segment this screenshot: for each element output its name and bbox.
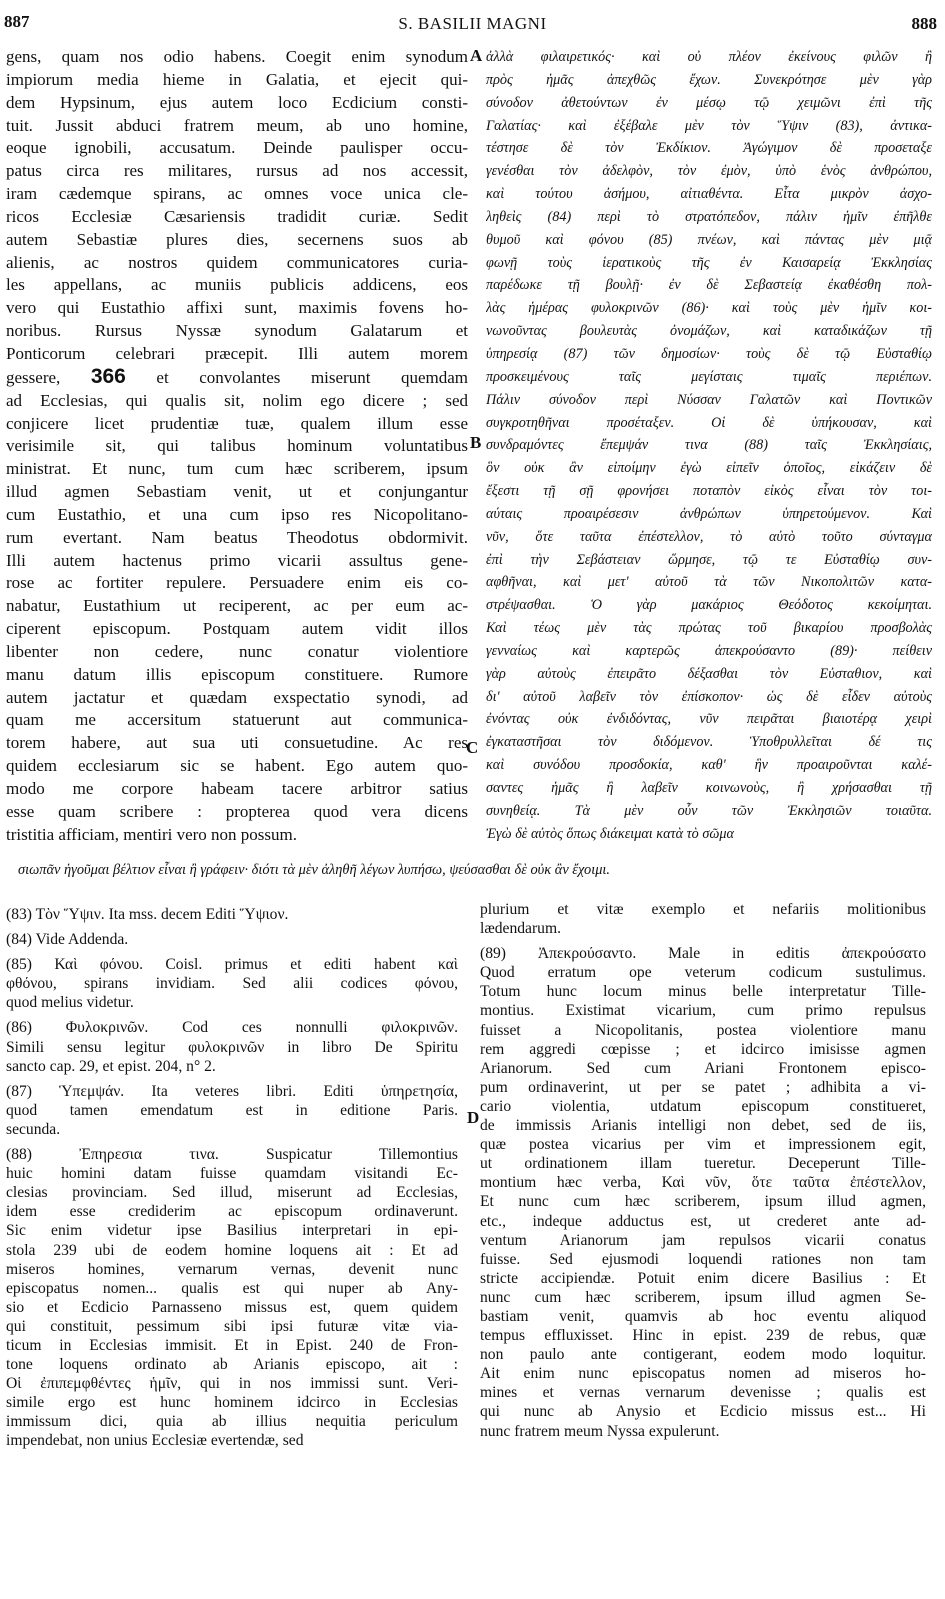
latin-line: ad Ecclesias, qui qualis sit, nolim ego dicere ; sed [6,390,468,410]
footnote-line: etc., indeque adductus est, ut crederet ante ad- [480,1212,926,1230]
footnote-line: impendebat, non unius Ecclesiæ evertendæ, sed [6,1432,304,1450]
greek-line: Γαλατίας· καὶ ἐξέβαλε μὲν τὸν Ὕψιν (83), ἀντικα- [486,117,932,134]
footnote-line: quod melius videtur. [6,994,134,1012]
latin-line: quam me accersitum statuerunt aut communica- [6,710,468,730]
latin-line: tuit. Jussit abduci fratrem meum, ab uno homine, [6,115,468,135]
footnote-line: episcopatus nomen... qualis est qui nuper ab Any- [6,1279,458,1297]
latin-line: modo me corpore habeam tacere arbitror satius [6,779,468,798]
greek-line: τέστησε δὲ τὸν Ἐκδίκιον. Ἀγώγιμον δὲ προσεταξε [486,140,932,157]
footnote-line: sio et Ecdicio Parnasseno missus est, quem quidem [6,1298,458,1316]
footnote-line: Ait enim nunc episcopatus nomen ad miseros ho- [480,1365,926,1383]
greek-line: ἐνόντας οὐκ ἐνδιδόντας, νῦν πειρᾶται βιαιοτέρᾳ χειρὶ [486,711,932,728]
footnote-line: (84) Vide Addenda. [6,931,129,949]
footnote-line: clesias provinciam. Sed illud, miserunt ad Ecclesias, [6,1184,458,1202]
greek-line: θυμοῦ καὶ φόνου (85) πνέων, καὶ πάντας μὲν μιᾷ [486,231,932,248]
greek-line: πρὸς ἡμᾶς ἀπεχθῶς ἔχων. Συνεκρότησε μὲν γὰρ [486,71,932,88]
footnote-line: (87) Ὑπεμψάν. Ita veteres libri. Editi ὑπηρετησία, [6,1082,458,1100]
footnote-line: sancto cap. 29, et epist. 204, n° 2. [6,1057,216,1075]
footnote-line: stola 239 ubi de eodem homine loquens ait : Et ad [6,1241,458,1259]
footnote-line: Οἱ ἐπιπεμφθέντες ἡμῖν, qui in nos immissi sunt. Veri- [6,1375,458,1393]
greek-line: ἔξεστι τῇ σῇ φρονήσει ποταπὸν εἰκὸς εἶναι τὸν τοι- [486,483,932,500]
latin-line: libenter non cedere, nunc conatur violentiore [6,641,468,661]
footnote-line: (89) Ἀπεκρούσαντο. Male in editis ἀπεκρούσατο [480,945,926,963]
latin-line: rum evertant. Nam beatus Theodotus obdormivit. [6,527,468,547]
latin-line: noribus. Rursus Nyssæ synodum Galatarum et [6,321,468,341]
page-number-left: 887 [4,12,30,31]
latin-line: autem jactatur et quædam exspectatio synodi, ad [6,687,468,707]
greek-line: ὑπηρεσίᾳ (87) τῶν δημοσίων· τοὺς δὲ τῷ Εὐσταθίῳ [486,345,932,362]
latin-line: iram cædemque spirans, ac omnes voce unica cle- [6,184,468,204]
footnote-line: ticum in Ecclesias immisit. Et in Epist. 240 de Fron- [6,1336,458,1354]
greek-line: ἐγκαταστῆσαι τὸν διδόμενον. Ὑποθρυλλεῖται δέ τις [486,734,932,751]
greek-line: συνηθείᾳ. Τὰ μὲν οὖν τῶν Ἐκκλησιῶν τοιαῦτα. [486,802,932,819]
greek-line: ὃν οὐκ ἂν εἰποίμην ἐγὼ εἰπεῖν ὁποῖος, εἰκάζειν δὲ [486,460,932,477]
greek-line: αύταις προαιρέσεσιν ἀνθρώπων ὑπηρετούμενον. Καὶ [486,505,932,522]
latin-line: ciperent episcopum. Postquam autem vidit illos [6,619,468,639]
footnote-line: (85) Καὶ φόνου. Coisl. primus et editi habent καὶ [6,956,458,974]
latin-line: gens, quam nos odio habens. Coegit enim synodum [6,47,468,66]
latin-line: alienis, ac nostros quidem communicatores curia- [6,252,468,272]
greek-line: συγκροτηθῆναι προσέταξεν. Οἱ δὲ ὑπήκουσαν, καὶ [486,414,932,431]
footnote-line: Sic enim videtur ipse Basilius interpretari in epi- [6,1222,458,1240]
greek-line: ἀλλὰ φιλαιρετικός· καὶ οὐ πλέον ἐκείνους φιλῶν ἢ [486,49,932,65]
greek-line: προσκειμένους ταῖς μεγίσταις τιμαῖς περιέπων. [486,368,932,385]
greek-text-column [486,46,932,846]
footnotes-right-column [480,900,926,1441]
greek-line: νωνοῦντας βουλευτὰς ὀνομάζων, καὶ καταδικάζων τῇ [486,323,932,340]
footnote-line: montium hæc verba, Καὶ νῦν, ὅτε ταῦτα ἐπέστελλον, [480,1174,926,1192]
section-marker-d: D [467,1108,480,1127]
latin-line: esse quam scribere : propterea quod vera dicens [6,801,468,821]
latin-line: rose ac fortiter repulere. Persuadere enim eis co- [6,573,468,593]
footnote-line: ut ordinationem illam tueretur. Deceperunt Tille- [480,1155,926,1173]
footnote-line: fuisset a Nicopolitanis, postea violentiore manu [480,1021,926,1039]
greek-line: Καὶ τέως μὲν τὰς πρώτας τοῦ βικαρίου προσβολὰς [486,620,932,637]
footnote-line: Quod erratum ope veterum codicum sustulimus. [480,964,926,982]
greek-line: παρέδωκε τῇ βουλῇ· ἐν δὲ Σεβαστείᾳ ἐκαθέσθη πολ- [486,277,932,294]
latin-line: manu datum illis episcopum constituere. Rumore [6,664,468,684]
greek-line: σύνοδον ἀθετούντων ἐν μέσῳ τῷ χειμῶνι ἐπὶ τῆς [486,94,932,111]
footnote [6,905,458,924]
latin-line: impiorum media hieme in Galatia, et ejecit qui- [6,69,468,89]
footnote-line: Totum hunc locum minus belle interpretatur Tille- [480,983,926,1001]
greek-line: νῦν, ὅτε ταῦτα ἐπέστελλον, τὸ αὐτὸ τοῦτο σύνταγμα [486,528,932,545]
footnote-line: fuisse. Sed ejusmodi loquendi rationes non tam [480,1250,926,1268]
greek-overflow-line: σιωπᾶν ἡγοῦμαι βέλτιον εἶναι ἢ γράφειν· διότι τὰ μὲν ἀληθῆ λέγων λυπήσω, ψεύσασθαι δὲ οὐκ ἂν ἔχοιμι. [18,862,611,878]
greek-line: γὰρ αὐτοὺς ἐπειρᾶτο δέξασθαι τὸν Εὐσταθιον, καὶ [486,665,932,682]
footnote-line: ventum Arianorum jam repulsos vicarii conatus [480,1231,926,1249]
footnote-line: huic homini datam fuisse quamdam visitandi Ec- [6,1165,458,1183]
footnote-line: quæ postea vicarius per vim et impressionem egit, [480,1136,926,1154]
latin-line: quidem ecclesiarum sic se habent. Ego autem quo- [6,756,468,776]
footnote-line: pum ordinaverint, ut per se patet ; adhibita a vi- [480,1078,926,1096]
footnote-line: idem esse crediderim ac episcopum ordinaverunt. [6,1203,458,1221]
footnote-line: (86) Φυλοκρινῶν. Cod ces nonnulli φιλοκρινῶν. [6,1019,458,1037]
footnote-line: nunc fratrem meum Nyssa expulerunt. [480,1422,720,1440]
footnote-line: (88) Ἐπηρεσια τινα. Suspicatur Tillemontius [6,1146,458,1164]
footnote-line: Simili sensu legitur φυλοκρινῶν in libro De Spiritu [6,1038,458,1056]
running-title: S. BASILII MAGNI [398,14,547,33]
footnote [6,1082,458,1139]
footnote-line: non paulo ante contigerant, eodem modo loquitur. [480,1346,926,1364]
latin-line: autem Sebastiæ plures dies, secernens suos ab [6,229,468,249]
greek-line: ληθεὶς (84) περὶ τὸ στρατόπεδον, πάλιν ἡμῖν ἐπῆλθε [486,208,932,225]
section-marker-b: B [470,433,482,452]
footnote-line: qui constituit, pessimum sibi ipsi futuræ vitæ via- [6,1317,458,1335]
greek-line: δι' αὐτοῦ λαβεῖν τὸν ἐπίσκοπον· ὡς δὲ εἶδεν αὐτοὺς [486,688,932,705]
footnote-line: qui nunc ab Anysio et Ecdicio missus est... Hi [480,1403,926,1421]
footnote-line: miseros homines, vernarum vernas, devenit nunc [6,1260,458,1278]
greek-line: Ἐγὼ δὲ αὐτὸς ὅπως διάκειμαι κατὰ τὸ σῶμα [486,825,734,842]
greek-line: στρέψασθαι. Ὁ γὰρ μακάριος Θεόδοτος κεκοίμηται. [486,597,932,614]
footnotes-left-column [6,905,458,1451]
latin-text-column [6,46,468,847]
footnote [6,955,458,1012]
greek-line: συνδραμόντες ἔπεμψάν τινα (88) ταῖς Ἐκκλησίαις, [486,437,932,454]
footnote [6,1018,458,1075]
greek-line: φωνῇ τοὺς ἱερατικοὺς τῆς ἐν Καισαρείᾳ Ἐκκλησίας [486,254,932,271]
latin-line: dem Hypsinum, ejus autem loco Ecdicium consti- [6,92,468,112]
latin-line: tristitia afficiam, mentiri vero non possum. [6,824,297,844]
latin-line: nabatur, Eustathium ut reciperent, ac per eum ac- [6,596,468,616]
latin-line: gessere, 366 et convolantes miserunt quemdam [6,365,468,388]
footnote-line: simile ergo est hunc hominem idcirco in Ecclesias [6,1394,458,1412]
latin-line: Ponticorum celebrari præcepit. Illi autem morem [6,343,468,363]
footnote-line: Arianorum. Sed cum Ariani Frontonem episco- [480,1059,926,1077]
footnote-line: lædendarum. [480,920,561,938]
footnote-line: rem aggredi cœpisse ; et idcirco imisisse agmen [480,1040,926,1058]
latin-line: verisimile sit, qui talibus hominum voluntatibus [6,436,468,456]
greek-line: καὶ συνόδου προσδοκία, καθ' ἣν προαιροῦνται καλέ- [486,757,932,774]
footnote [6,930,458,949]
greek-line: Πάλιν σύνοδον περὶ Νύσσαν Γαλατῶν καὶ Ποντικῶν [486,391,932,408]
section-marker-a: A [470,46,483,65]
greek-line: λὰς ἡμέρας φυλοκρινῶν (86)· καὶ τοὺς μὲν ἡμῖν κοι- [486,300,932,317]
latin-line: vero qui Eustathio affixi sunt, maximis fovens ho- [6,298,468,318]
latin-line: les appellans, ac muniis publicis addicens, eos [6,275,468,295]
latin-line: ricos Ecclesiæ Cæsariensis tradidit curiæ. Sedit [6,206,468,226]
latin-line: torem habere, aut sua uti consuetudine. Ac res [6,733,468,753]
footnote [480,944,926,1440]
footnote-line: Et nunc cum hæc scriberem, ipsum illud agmen, [480,1193,926,1211]
footnote-line: immissum dici, quia ab illius nequitia periculum [6,1413,458,1431]
latin-line: cum Eustathio, et una cum ipso res Nicopolitano- [6,504,468,524]
section-marker-c: C [466,738,479,757]
footnote-line: (83) Τὸν Ὕψιν. Ita mss. decem Editi Ὕψιον. [6,906,289,923]
latin-line: conjicere licet prudentiæ tuæ, qualem illum esse [6,413,468,433]
latin-line: patus circa res militares, rursus ad nos accessit, [6,161,468,181]
footnote-line: stricte accipiendæ. Potuit enim dicere Basilius : Et [480,1269,926,1287]
footnote-line: nunc cum hæc scriberem, ipsum illud agmen Se- [480,1288,926,1306]
greek-line: σαντες ἡμᾶς ἢ λαβεῖν κοινωνοὺς, ἢ χρήσασθαι τῇ [486,780,932,796]
footnote-line: montius. Existimat vicarium, cum primo repulsus [480,1002,926,1020]
footnote-line: quod tamen emendatum est in editione Paris. [6,1101,458,1119]
footnote-line: secunda. [6,1120,61,1138]
latin-line: ministrat. Et nunc, tum cum hæc scriberem, ipsum [6,459,468,479]
footnote-line: tempus effluxisset. Hinc in epist. 239 de rebus, quæ [480,1327,926,1345]
footnote-line: cario violentia, utdatum episcopum constitueret, [480,1097,926,1115]
latin-line: eoque ignobili, accusatum. Deinde paulisper occu- [6,138,468,158]
latin-line: Illi autem hactenus primo vicarii assultus gene- [6,550,468,570]
greek-line: γενέσθαι τὸν ἀδελφὸν, τὸν ἐμὸν, ὑπὸ ἑνὸς ἀνθρώπου, [486,163,932,180]
greek-line: καὶ τούτου ἀσήμου, αἰτιαθέντα. Εἶτα μικρὸν ἀσχο- [486,186,932,203]
footnote-line: plurium et vitæ exemplo et nefariis molitionibus [480,901,926,918]
greek-line: αφθῆναι, καὶ μετ' αὐτοῦ τὰ τῶν Νικοπολιτῶν κατα- [486,574,932,591]
footnote-line: bastiam venit, quamvis ab hoc eventu aliquod [480,1307,926,1325]
footnote-line: mines et vernas vernarum devenisse ; qualis est [480,1384,926,1402]
latin-line: illud agmen Sebastiam venit, ut et conjungantur [6,482,468,502]
footnote-line: tone loquens ordinato ab Arianis episcopo, ait : [6,1356,458,1374]
footnote [6,1145,458,1451]
page-number-right: 888 [911,14,937,33]
greek-line: ἐπὶ τὴν Σεβάστειαν ὥρμησε, τῷ τε Εὐσταθίῳ συν- [486,551,932,568]
footnote [480,900,926,938]
page-header [0,12,945,40]
greek-line: γενναίως καὶ καρτερῶς ἀπεκρούσαντο (89)· πείθειν [486,642,932,659]
footnote-line: φθόνου, spirans invidiam. Sed alii codices φόνου, [6,975,458,993]
footnote-line: de immissis Arianis intelligi non debet, sed de iis, [480,1117,926,1135]
